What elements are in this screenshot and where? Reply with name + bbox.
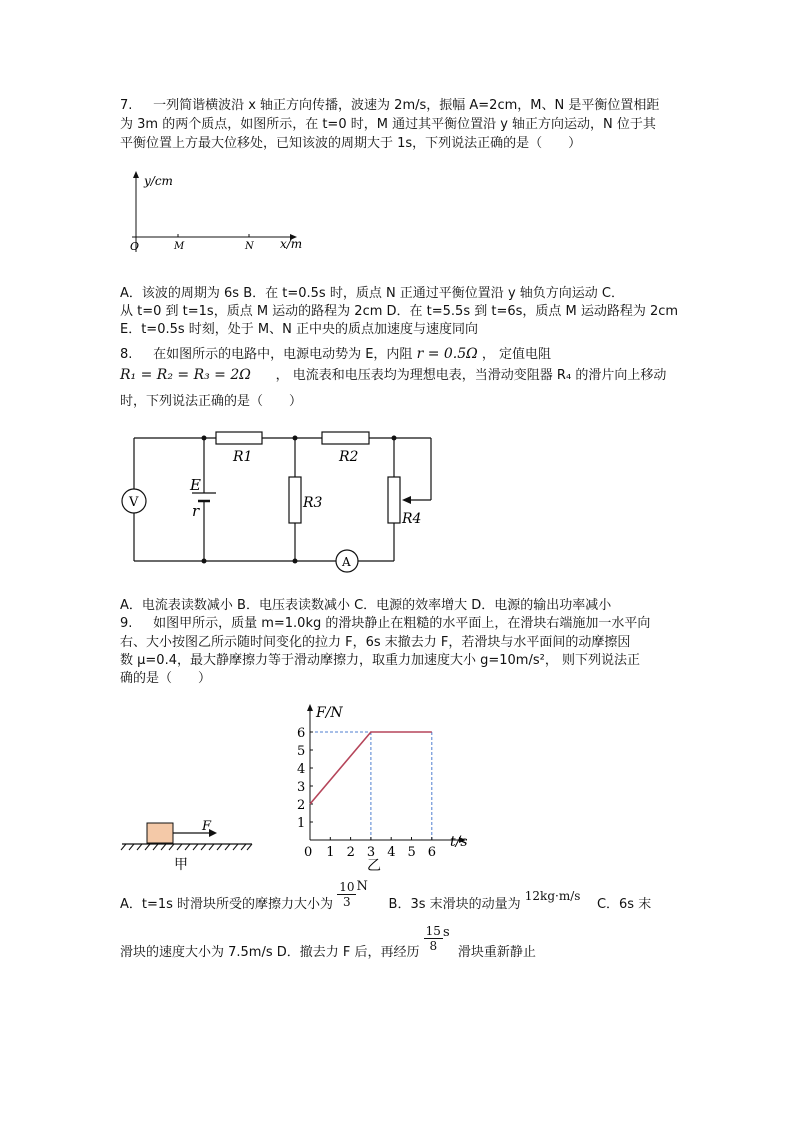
- junction-dot: [392, 436, 397, 441]
- q9-option-c-text: C．6s 末: [596, 897, 652, 912]
- q9-line2: 右、大小按图乙所示随时间变化的拉力 F，6s 末撤去力 F，若滑块与水平面间的动摩擦因: [120, 635, 631, 650]
- force-label: F: [202, 819, 212, 834]
- q9-fraction-a: [337, 880, 356, 909]
- y-tick-label: 4: [297, 762, 306, 777]
- x-axis-label: x/m: [280, 237, 303, 251]
- q7-line3: 平衡位置上方最大位移处，已知该波的周期大于 1s，下列说法正确的是（ ）: [120, 136, 582, 151]
- q7-line2: 为 3m 的两个质点，如图所示，在 t=0 时，M 通过其平衡位置沿 y 轴正方向运动，N 位于其: [120, 117, 656, 132]
- q9-block-figure: [118, 818, 258, 878]
- frac-a-unit: N: [356, 879, 368, 894]
- r3-label: R3: [303, 495, 323, 511]
- q7-line1: [120, 97, 659, 115]
- q9-option-a-text: A．t=1s 时滑块所受的摩擦力大小为: [120, 897, 334, 912]
- q7-number: 7.: [120, 98, 133, 113]
- ground-hatching: [121, 844, 252, 850]
- junction-dot: [293, 559, 298, 564]
- y-tick-label: 6: [297, 726, 306, 741]
- q8-circuit-diagram: [118, 428, 438, 576]
- q7-options-3: E．t=0.5s 时刻，处于 M、N 正中央的质点加速度与速度同向: [120, 322, 478, 337]
- x-tick-label: 2: [346, 845, 355, 860]
- r4-resistor: [388, 477, 400, 523]
- x-tick-label: 5: [407, 845, 416, 860]
- origin-label: O: [130, 240, 140, 253]
- chart-x-label: t/s: [450, 834, 468, 850]
- y-tick-label: 3: [297, 780, 306, 795]
- ammeter-label: A: [342, 555, 351, 569]
- x-tick-label: 4: [387, 845, 396, 860]
- q9-fraction-d: [424, 924, 443, 953]
- q8-line1: [120, 345, 551, 364]
- source-r-label: r: [192, 502, 200, 520]
- q9-option-line2-text: 滑块的速度大小为 7.5m/s D．撤去力 F 后，再经历: [120, 945, 420, 960]
- q9-options-2: [120, 924, 536, 967]
- r2-label: R2: [339, 449, 359, 465]
- q7-text-1: 一列简谐横波沿 x 轴正方向传播，波速为 2m/s，振幅 A=2cm，M、N 是平衡位置相距: [153, 98, 660, 113]
- y-tick-label: 5: [297, 744, 306, 759]
- q7-wave-axes-figure: [118, 168, 318, 256]
- chart-origin-label: 0: [304, 845, 313, 860]
- point-n-label: N: [245, 241, 254, 252]
- q9-options-1: [120, 879, 652, 919]
- point-m-label: M: [174, 241, 185, 252]
- q9-line4: 确的是（ ）: [120, 671, 212, 686]
- source-e-label: E: [190, 476, 201, 494]
- q8-text-a: 在如图所示的电路中，电源电动势为 E，内阻: [153, 347, 413, 362]
- frac-a-numerator: 10: [339, 880, 355, 894]
- r1-resistor: [216, 432, 262, 444]
- q9-momentum-value: 12kg·m/s: [524, 889, 581, 903]
- x-tick-label: 1: [326, 845, 335, 860]
- q7-options-1: A．该波的周期为 6s B．在 t=0.5s 时，质点 N 正通过平衡位置沿 y 轴负方向运动 C．: [120, 286, 624, 301]
- q8-internal-resistance: r = 0.5Ω: [416, 346, 478, 362]
- x-tick-label: 6: [427, 845, 437, 860]
- y-axis-label: y/cm: [144, 174, 173, 188]
- q8-text-c: ， 电流表和电压表均为理想电表，当滑动变阻器 R₄ 的滑片向上移动: [275, 368, 667, 383]
- q9-option-b-text: B．3s 末滑块的动量为: [388, 897, 521, 912]
- q9-force-time-chart: [290, 700, 480, 880]
- q8-line3: 时，下列说法正确的是（ ）: [120, 394, 303, 409]
- q9-line3: 数 μ=0.4，最大静摩擦力等于滑动摩擦力，取重力加速度大小 g=10m/s²， 则下列说法正: [120, 653, 640, 668]
- frac-a-denominator: 3: [343, 895, 351, 909]
- junction-dot: [293, 436, 298, 441]
- r4-slider-arrow: [402, 496, 411, 504]
- q8-resistor-values: R₁ = R₂ = R₃ = 2Ω: [120, 367, 251, 383]
- q9-number: 9.: [120, 616, 133, 631]
- q8-number: 8.: [120, 347, 133, 362]
- chart-y-label: F/N: [316, 705, 343, 721]
- r1-label: R1: [233, 449, 253, 465]
- r3-resistor: [289, 477, 301, 523]
- q7-options-2: 从 t=0 到 t=1s，质点 M 运动的路程为 2cm D．在 t=5.5s 到 t=6s，质点 M 运动路程为 2cm: [120, 304, 679, 319]
- chart-y-axis-arrow: [307, 704, 313, 711]
- junction-dot: [202, 436, 207, 441]
- voltmeter-label: V: [129, 495, 139, 510]
- q9-option-d-tail: 滑块重新静止: [457, 945, 536, 960]
- q9-text-1: 如图甲所示，质量 m=1.0kg 的滑块静止在粗糙的水平面上，在滑块右端施加一水平向: [153, 616, 651, 631]
- frac-d-unit: s: [442, 925, 450, 940]
- q8-line2: [120, 366, 666, 385]
- q8-options: A．电流表读数减小 B．电压表读数减小 C．电源的效率增大 D．电源的输出功率减小: [120, 598, 612, 613]
- y-tick-label: 2: [297, 798, 306, 813]
- y-tick-label: 1: [297, 816, 306, 831]
- q9-line1: [120, 615, 650, 633]
- x-tick-label: 3: [366, 845, 376, 860]
- sliding-block: [147, 823, 173, 843]
- y-axis-arrow: [133, 171, 139, 178]
- junction-dot: [202, 559, 207, 564]
- chart-caption-yi: 乙: [367, 858, 381, 874]
- frac-d-numerator: 15: [425, 924, 441, 938]
- frac-d-denominator: 8: [429, 939, 438, 953]
- q8-text-b: ， 定值电阻: [481, 347, 552, 362]
- r4-label: R4: [402, 511, 422, 527]
- r2-resistor: [322, 432, 369, 444]
- figure-jia-caption: 甲: [174, 857, 188, 873]
